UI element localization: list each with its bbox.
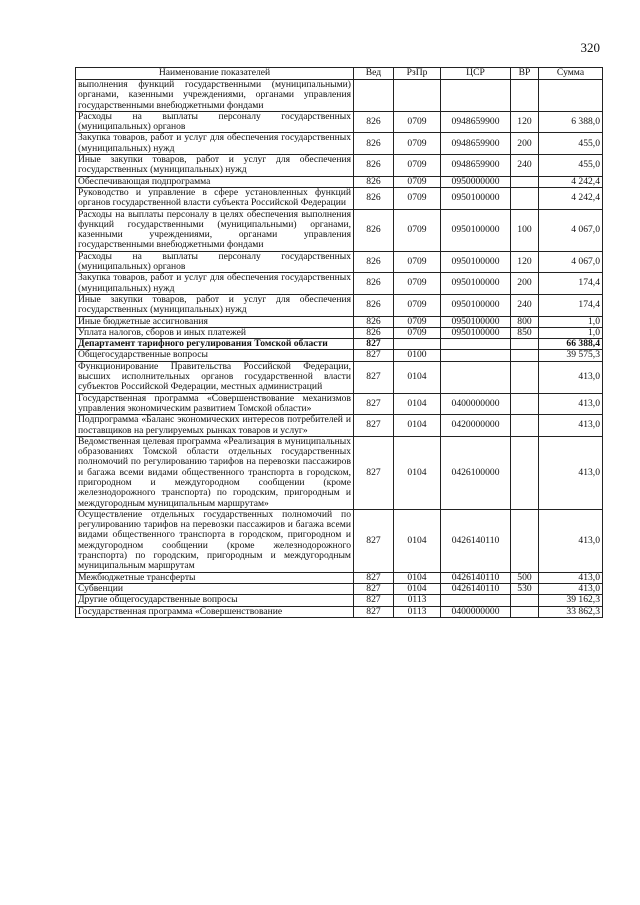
table-row bbox=[76, 595, 603, 606]
header-csr: ЦСР bbox=[441, 68, 511, 80]
cell-vr: 240 bbox=[511, 155, 539, 177]
cell-name: Департамент тарифного регулирования Томской области bbox=[76, 339, 354, 350]
table-row bbox=[76, 436, 603, 509]
cell-sum: 6 388,0 bbox=[539, 111, 603, 133]
cell-rzpr: 0709 bbox=[394, 251, 441, 273]
cell-rzpr: 0709 bbox=[394, 187, 441, 209]
table-row bbox=[76, 339, 603, 350]
cell-csr: 0426140110 bbox=[441, 583, 511, 594]
cell-ved: 826 bbox=[354, 273, 394, 295]
cell-ved: 826 bbox=[354, 294, 394, 316]
cell-ved: 827 bbox=[354, 415, 394, 437]
cell-vr: 240 bbox=[511, 294, 539, 316]
cell-name: Ведомственная целевая программа «Реализация в муниципальных образованиях Томской области отдельных государственных полномочий по регулированию тарифов на перевозки пассажиров и багажа всеми видами общественного транспорта в городском, пригородном и междугородном сообщении (кроме железнодорожного транспорта) по городским, пригородным и междугородным муниципальным маршрутам» bbox=[76, 436, 354, 509]
cell-rzpr: 0104 bbox=[394, 572, 441, 583]
table-row bbox=[76, 509, 603, 572]
header-name: Наименование показателей bbox=[76, 68, 354, 80]
cell-ved: 826 bbox=[354, 187, 394, 209]
cell-sum: 174,4 bbox=[539, 273, 603, 295]
cell-ved: 826 bbox=[354, 176, 394, 187]
cell-csr: 0950100000 bbox=[441, 187, 511, 209]
cell-name: Другие общегосударственные вопросы bbox=[76, 595, 354, 606]
cell-csr: 0950100000 bbox=[441, 327, 511, 338]
cell-vr bbox=[511, 415, 539, 437]
cell-vr bbox=[511, 595, 539, 606]
cell-vr bbox=[511, 606, 539, 617]
cell-csr: 0426140110 bbox=[441, 572, 511, 583]
cell-sum bbox=[539, 80, 603, 112]
cell-name: Общегосударственные вопросы bbox=[76, 350, 354, 361]
cell-ved: 827 bbox=[354, 436, 394, 509]
cell-ved: 826 bbox=[354, 133, 394, 155]
table-row bbox=[76, 606, 603, 617]
cell-csr: 0950100000 bbox=[441, 294, 511, 316]
cell-ved: 827 bbox=[354, 393, 394, 415]
cell-vr: 200 bbox=[511, 273, 539, 295]
cell-name: Иные бюджетные ассигнования bbox=[76, 316, 354, 327]
cell-name: Расходы на выплаты персоналу государственных (муниципальных) органов bbox=[76, 251, 354, 273]
table-row bbox=[76, 273, 603, 295]
cell-ved: 827 bbox=[354, 350, 394, 361]
cell-vr: 850 bbox=[511, 327, 539, 338]
cell-rzpr: 0113 bbox=[394, 595, 441, 606]
cell-name: Расходы на выплаты персоналу государственных (муниципальных) органов bbox=[76, 111, 354, 133]
cell-rzpr: 0104 bbox=[394, 436, 441, 509]
cell-vr bbox=[511, 176, 539, 187]
cell-csr: 0950000000 bbox=[441, 176, 511, 187]
cell-ved: 827 bbox=[354, 583, 394, 594]
table-row bbox=[76, 251, 603, 273]
table-row bbox=[76, 361, 603, 393]
cell-sum: 413,0 bbox=[539, 572, 603, 583]
cell-csr: 0400000000 bbox=[441, 393, 511, 415]
cell-sum: 4 067,0 bbox=[539, 209, 603, 251]
cell-vr: 500 bbox=[511, 572, 539, 583]
cell-name: Осуществление отдельных государственных полномочий по регулированию тарифов на перевозки пассажиров и багажа всеми видами общественного транспорта в городском, пригородном и междугородном сообщении (кроме железнодорожного транспорта) по городским, пригородным и междугородным муниципальным маршрутам bbox=[76, 509, 354, 572]
cell-csr: 0948659900 bbox=[441, 111, 511, 133]
cell-rzpr: 0709 bbox=[394, 155, 441, 177]
cell-vr: 120 bbox=[511, 251, 539, 273]
cell-name: Субвенции bbox=[76, 583, 354, 594]
cell-sum: 413,0 bbox=[539, 393, 603, 415]
cell-csr: 0950100000 bbox=[441, 209, 511, 251]
table-row bbox=[76, 583, 603, 594]
cell-sum: 455,0 bbox=[539, 133, 603, 155]
cell-csr bbox=[441, 361, 511, 393]
cell-rzpr: 0709 bbox=[394, 133, 441, 155]
cell-ved: 826 bbox=[354, 316, 394, 327]
cell-sum: 39 162,3 bbox=[539, 595, 603, 606]
budget-table bbox=[75, 67, 603, 618]
cell-ved: 827 bbox=[354, 606, 394, 617]
cell-csr bbox=[441, 80, 511, 112]
cell-name: Государственная программа «Совершенствование механизмов управления экономическим развитием Томской области» bbox=[76, 393, 354, 415]
cell-sum: 39 575,3 bbox=[539, 350, 603, 361]
cell-vr: 800 bbox=[511, 316, 539, 327]
header-rzpr: РзПр bbox=[394, 68, 441, 80]
table-row bbox=[76, 155, 603, 177]
table-row bbox=[76, 316, 603, 327]
cell-rzpr bbox=[394, 80, 441, 112]
table-row bbox=[76, 209, 603, 251]
cell-vr: 120 bbox=[511, 111, 539, 133]
cell-csr bbox=[441, 339, 511, 350]
cell-sum: 1,0 bbox=[539, 316, 603, 327]
cell-rzpr: 0709 bbox=[394, 111, 441, 133]
cell-ved: 827 bbox=[354, 572, 394, 583]
cell-rzpr: 0104 bbox=[394, 415, 441, 437]
cell-ved: 826 bbox=[354, 251, 394, 273]
cell-rzpr: 0104 bbox=[394, 509, 441, 572]
cell-vr bbox=[511, 361, 539, 393]
cell-vr: 200 bbox=[511, 133, 539, 155]
cell-rzpr: 0709 bbox=[394, 316, 441, 327]
cell-name: Руководство и управление в сфере установленных функций органов государственной власти субъекта Российской Федерации bbox=[76, 187, 354, 209]
cell-sum: 1,0 bbox=[539, 327, 603, 338]
table-header-row bbox=[76, 68, 603, 80]
cell-ved: 826 bbox=[354, 327, 394, 338]
cell-vr bbox=[511, 393, 539, 415]
cell-csr: 0420000000 bbox=[441, 415, 511, 437]
cell-ved: 826 bbox=[354, 111, 394, 133]
table-row bbox=[76, 187, 603, 209]
cell-ved: 827 bbox=[354, 339, 394, 350]
cell-vr bbox=[511, 509, 539, 572]
cell-vr: 100 bbox=[511, 209, 539, 251]
cell-sum: 413,0 bbox=[539, 509, 603, 572]
table-row bbox=[76, 294, 603, 316]
cell-csr: 0426100000 bbox=[441, 436, 511, 509]
cell-name: выполнения функций государственными (муниципальными) органами, казенными учреждениями, органами управления государственными внебюджетными фондами bbox=[76, 80, 354, 112]
table-row bbox=[76, 80, 603, 112]
table-row bbox=[76, 572, 603, 583]
cell-vr bbox=[511, 436, 539, 509]
cell-rzpr: 0113 bbox=[394, 606, 441, 617]
cell-sum: 413,0 bbox=[539, 436, 603, 509]
cell-sum: 4 067,0 bbox=[539, 251, 603, 273]
header-ved: Вед bbox=[354, 68, 394, 80]
cell-name: Государственная программа «Совершенствование bbox=[76, 606, 354, 617]
cell-sum: 66 388,4 bbox=[539, 339, 603, 350]
cell-vr bbox=[511, 339, 539, 350]
cell-sum: 33 862,3 bbox=[539, 606, 603, 617]
cell-rzpr: 0104 bbox=[394, 393, 441, 415]
cell-name: Закупка товаров, работ и услуг для обеспечения государственных (муниципальных) нужд bbox=[76, 273, 354, 295]
cell-ved: 827 bbox=[354, 361, 394, 393]
cell-rzpr: 0709 bbox=[394, 176, 441, 187]
table-row bbox=[76, 415, 603, 437]
cell-name: Иные закупки товаров, работ и услуг для обеспечения государственных (муниципальных) нужд bbox=[76, 155, 354, 177]
cell-csr: 0948659900 bbox=[441, 155, 511, 177]
cell-name: Межбюджетные трансферты bbox=[76, 572, 354, 583]
cell-sum: 174,4 bbox=[539, 294, 603, 316]
cell-name: Закупка товаров, работ и услуг для обеспечения государственных (муниципальных) нужд bbox=[76, 133, 354, 155]
cell-name: Иные закупки товаров, работ и услуг для обеспечения государственных (муниципальных) нужд bbox=[76, 294, 354, 316]
cell-sum: 413,0 bbox=[539, 415, 603, 437]
cell-rzpr bbox=[394, 339, 441, 350]
table-row bbox=[76, 350, 603, 361]
cell-csr: 0400000000 bbox=[441, 606, 511, 617]
table-row bbox=[76, 176, 603, 187]
header-sum: Сумма bbox=[539, 68, 603, 80]
cell-rzpr: 0709 bbox=[394, 294, 441, 316]
cell-csr bbox=[441, 595, 511, 606]
cell-vr bbox=[511, 350, 539, 361]
cell-csr: 0426140110 bbox=[441, 509, 511, 572]
cell-sum: 413,0 bbox=[539, 361, 603, 393]
cell-name: Расходы на выплаты персоналу в целях обеспечения выполнения функций государственными (муниципальными) органами, казенными учреждениями, органами управления государственными внебюджетными фондами bbox=[76, 209, 354, 251]
cell-ved bbox=[354, 80, 394, 112]
cell-vr: 530 bbox=[511, 583, 539, 594]
cell-ved: 827 bbox=[354, 595, 394, 606]
cell-rzpr: 0100 bbox=[394, 350, 441, 361]
cell-csr: 0950100000 bbox=[441, 273, 511, 295]
cell-ved: 826 bbox=[354, 155, 394, 177]
cell-sum: 4 242,4 bbox=[539, 187, 603, 209]
cell-rzpr: 0709 bbox=[394, 209, 441, 251]
cell-sum: 4 242,4 bbox=[539, 176, 603, 187]
cell-rzpr: 0104 bbox=[394, 583, 441, 594]
header-vr: ВР bbox=[511, 68, 539, 80]
cell-rzpr: 0104 bbox=[394, 361, 441, 393]
cell-ved: 826 bbox=[354, 209, 394, 251]
table-row bbox=[76, 133, 603, 155]
table-row bbox=[76, 111, 603, 133]
cell-csr: 0948659900 bbox=[441, 133, 511, 155]
cell-csr bbox=[441, 350, 511, 361]
cell-sum: 413,0 bbox=[539, 583, 603, 594]
table-row bbox=[76, 393, 603, 415]
cell-name: Подпрограмма «Баланс экономических интересов потребителей и поставщиков на регулируемых рынках товаров и услуг» bbox=[76, 415, 354, 437]
cell-rzpr: 0709 bbox=[394, 327, 441, 338]
cell-csr: 0950100000 bbox=[441, 251, 511, 273]
cell-name: Функционирование Правительства Российской Федерации, высших исполнительных органов государственной власти субъектов Российской Федерации, местных администраций bbox=[76, 361, 354, 393]
cell-ved: 827 bbox=[354, 509, 394, 572]
table-row bbox=[76, 327, 603, 338]
cell-csr: 0950100000 bbox=[441, 316, 511, 327]
cell-name: Уплата налогов, сборов и иных платежей bbox=[76, 327, 354, 338]
cell-rzpr: 0709 bbox=[394, 273, 441, 295]
cell-sum: 455,0 bbox=[539, 155, 603, 177]
cell-vr bbox=[511, 80, 539, 112]
page-number: 320 bbox=[580, 40, 600, 55]
cell-vr bbox=[511, 187, 539, 209]
cell-name: Обеспечивающая подпрограмма bbox=[76, 176, 354, 187]
